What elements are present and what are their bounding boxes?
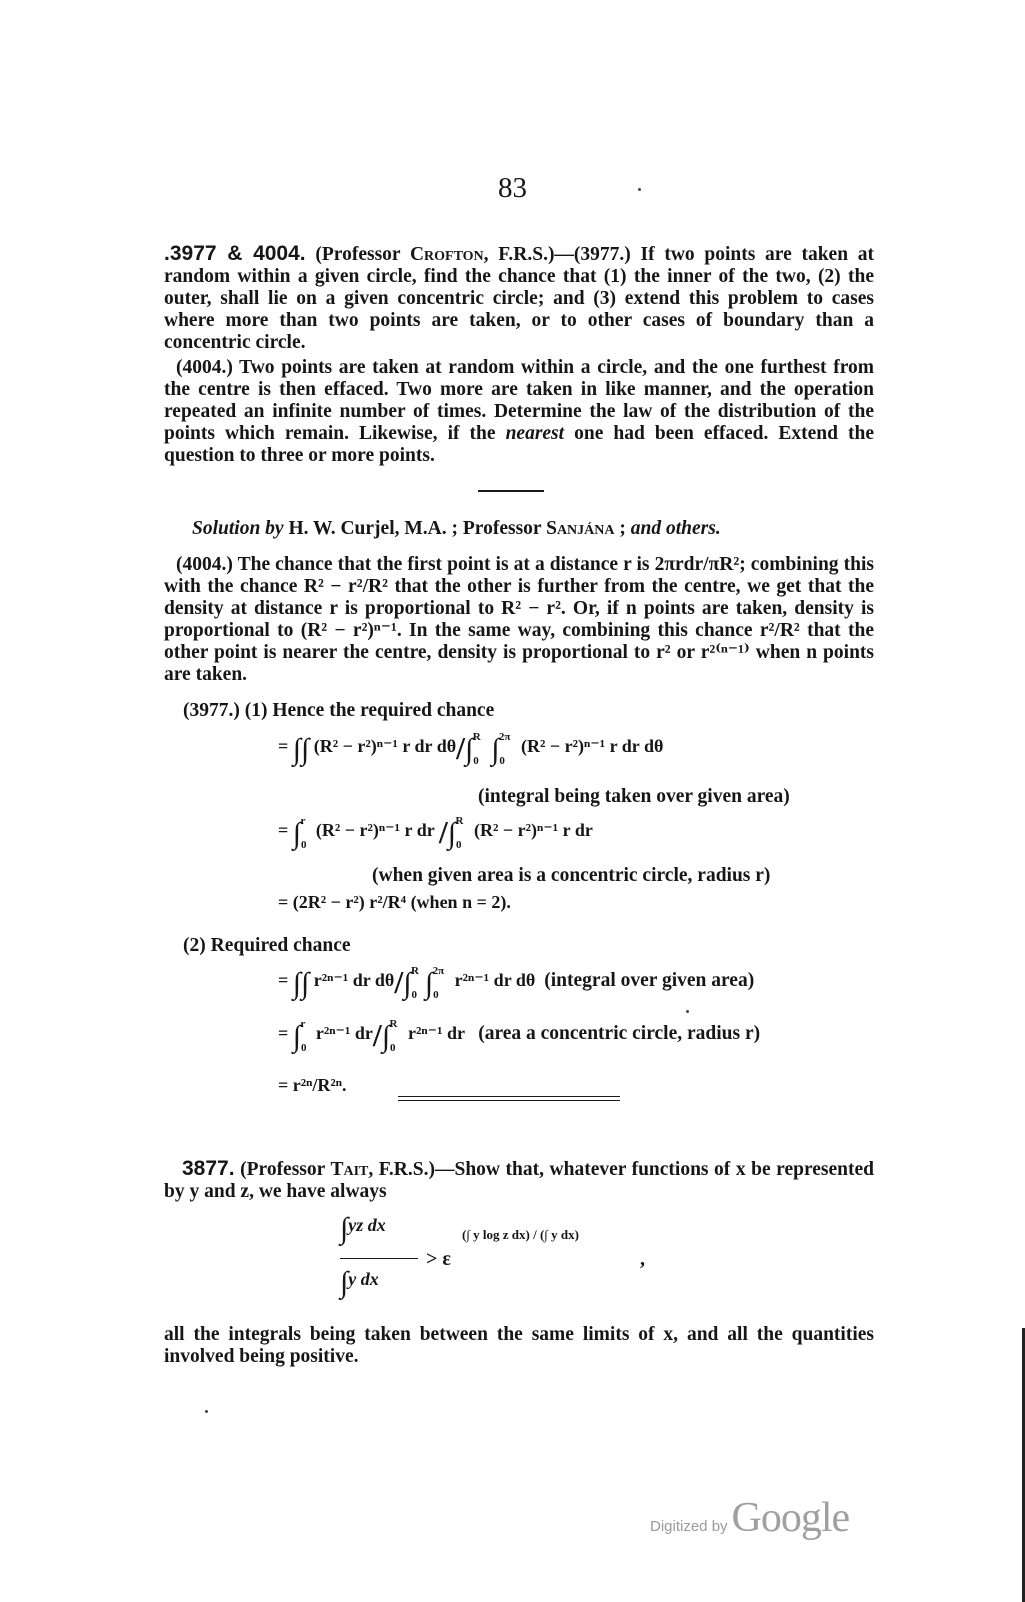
eq2-denominator: (R² − r²)ⁿ⁻¹ r dr (473, 820, 593, 840)
proposer-name-2: Tait (330, 1159, 369, 1180)
section-divider (478, 490, 544, 492)
problem-3877-statement (164, 1158, 874, 1203)
equation-5: = $\int_0^r$ r²ⁿ⁻¹ $dr/\int_0^R$ r²ⁿ⁻¹ dr (area a concentric circle, radius r) (278, 1017, 761, 1054)
google-logo: Google (731, 1495, 850, 1541)
solver-sep2: ; (614, 518, 631, 539)
problem-numbers: .3977 & 4004. (164, 242, 306, 265)
eq1-numerator: (R² − r²)ⁿ⁻¹ r dr dθ (313, 736, 457, 756)
solution-label: Solution by (192, 518, 284, 539)
proposer-prefix-2: (Professor (240, 1159, 331, 1180)
proposer-name: Crofton (409, 244, 484, 265)
fraction-numerator: ∫yz dx (340, 1212, 386, 1245)
end-rule-bottom (398, 1100, 620, 1101)
inequality-rhs: > ε (426, 1248, 451, 1270)
solution-byline (192, 518, 721, 540)
equation-4: = ∫∫ r²ⁿ⁻¹ dr $d\theta/\int_0^R$ $\int_0^{2\pi}$ r²ⁿ⁻¹ dr dθ (integral over given area) (278, 964, 755, 1001)
exponent: (∫ y log z dx) / (∫ y dx) (462, 1227, 579, 1242)
equation-1: = ∫∫ (R² − r²)ⁿ⁻¹ r dr $d\theta/\int_0^R$ $\int_0^{2\pi}$ (R² − r²)ⁿ⁻¹ r dr dθ (278, 730, 664, 767)
note-5: (area a concentric circle, radius r) (478, 1023, 761, 1044)
solver-1: H. W. Curjel, M.A. (288, 518, 447, 539)
eq1-denominator: (R² − r²)ⁿ⁻¹ r dr dθ (520, 736, 664, 756)
problem-text: , F.R.S.)—(3977.) If two points are taken at random within a given circle, find the chance that (1) the inner of the two, (2) the outer, shall lie on a given concentric circle; and (3) extend this problem to cases where more than two points are taken, or to other cases of boundary than a concentric circle. (164, 244, 875, 353)
eq5-numerator: r²ⁿ⁻¹ dr (315, 1023, 373, 1043)
problem-3977-statement (164, 243, 874, 354)
end-rule-top (398, 1096, 620, 1097)
note-4: (integral over given area) (544, 970, 755, 991)
problem-3877-closing: all the integrals being taken between the same limits of x, and all the quantities involved being positive. (164, 1324, 874, 1367)
problem-4004-text-b: one had been effaced. Extend the question to three or more points. (164, 423, 874, 466)
eq5-denominator: r²ⁿ⁻¹ dr (407, 1023, 465, 1043)
solver-2: Sanjána (546, 518, 615, 539)
note-1: (integral being taken over given area) (478, 786, 790, 807)
scan-speck (686, 1010, 689, 1013)
equation-2: = $\int_0^r$ (R² − r²)ⁿ⁻¹ r dr $/\int_0^R$ (R² − r²)ⁿ⁻¹ r dr (278, 814, 593, 851)
problem-4004-statement (164, 357, 874, 467)
solution-3977-part2-label: (2) Required chance (183, 935, 351, 956)
solution-3977-part1-label: (3977.) (1) Hence the required chance (183, 700, 495, 721)
scan-speck (638, 188, 641, 191)
solver-others: and others. (630, 518, 721, 539)
digitized-watermark (650, 1494, 849, 1542)
eq4-numerator: r²ⁿ⁻¹ dr dθ (313, 970, 395, 990)
trailing-comma: , (640, 1248, 645, 1270)
problem-4004-text-a: (4004.) Two points are taken at random within a circle, and the one furthest from the centre is then effaced. Two more are taken in like manner, and the operation repeated an infinite number of times. Determine the law of the distribution of the points which remain. Likewise, if the (164, 357, 874, 444)
solver-sep: ; Professor (446, 518, 547, 539)
equation-3: = (2R² − r²) r²/R⁴ (when n = 2). (278, 892, 511, 912)
eq4-denominator: r²ⁿ⁻¹ dr dθ (454, 970, 536, 990)
note-2: (when given area is a concentric circle, radius r) (372, 865, 771, 886)
solution-4004-text: (4004.) The chance that the first point is at a distance r is 2πrdr/πR²; combining this with the chance R² − r²/R² that the other is further from the centre, we get that the density at distance r is proportional to R² − r². Or, if n points are taken, density is proportional to (R² − r²)ⁿ⁻¹. In the same way, combining this chance r²/R² that the other point is nearer the centre, density is proportional to r² or r²⁽ⁿ⁻¹⁾ when n points are taken. (164, 554, 874, 685)
problem-3877-text: , F.R.S.)—Show that, whatever functions of x be represented by y and z, we have always (164, 1159, 875, 1202)
fraction-denominator: ∫y dx (340, 1266, 379, 1299)
scan-speck (205, 1410, 208, 1413)
watermark-prefix: Digitized by (650, 1518, 728, 1535)
equation-6: = r²ⁿ/R²ⁿ. (278, 1075, 347, 1095)
fraction-bar (340, 1258, 418, 1259)
eq2-numerator: (R² − r²)ⁿ⁻¹ r dr (315, 820, 435, 840)
problem-3877-number: 3877. (182, 1157, 235, 1180)
page-number: 83 (498, 172, 527, 204)
proposer-prefix: (Professor (315, 244, 410, 265)
problem-4004-emphasis: nearest (505, 423, 565, 444)
